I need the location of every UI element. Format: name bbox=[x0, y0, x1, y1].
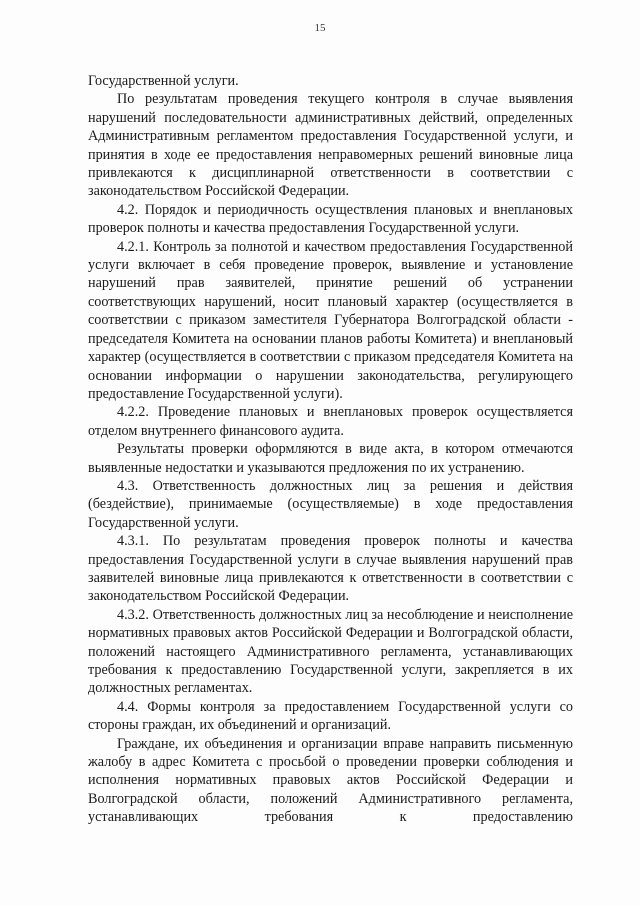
paragraph-section-4-2-2: 4.2.2. Проведение плановых и внеплановых проверок осуществляется отделом внутреннего финансового аудита. bbox=[88, 404, 573, 439]
document-body bbox=[88, 72, 573, 827]
paragraph-section-4-4: 4.4. Формы контроля за предоставлением Государственной услуги со стороны граждан, их объединений и организаций. bbox=[88, 698, 573, 734]
paragraph-current-control-results: По результатам проведения текущего контроля в случае выявления нарушений последовательности административных действий, определенных Административным регламентом предоставления Государственной услуги, и принятия в ходе ее предоставления неправомерных решений виновные лица привлекаются к дисциплинарной ответственности в соответствии с законодательством Российской Федерации. bbox=[88, 91, 573, 200]
paragraph-inspection-results: Результаты проверки оформляются в виде акта, в котором отмечаются выявленные недостатки и указываются предложения по их устранению. bbox=[88, 441, 573, 476]
paragraph-continuation: Государственной услуги. bbox=[88, 73, 239, 89]
page-number: 15 bbox=[314, 22, 326, 34]
paragraph-section-4-3: 4.3. Ответственность должностных лиц за решения и действия (бездействие), принимаемые (осуществляемые) в ходе предоставления Государственной услуги. bbox=[88, 477, 573, 531]
paragraph-section-4-2-1: 4.2.1. Контроль за полнотой и качеством предоставления Государственной услуги включает в себя проведение проверок, выявление и установление нарушений прав заявителей, принятие решений об устранении соответствующих нарушений, носит плановый характер (осуществляется в соответствии с приказом заместителя Губернатора Волгоградской области - председателя Комитета на основании планов работы Комитета) и внеплановый характер (осуществляется в соответствии с приказом председателя Комитета на основании информации о нарушении законодательства, регулирующего предоставление Государственной услуги). bbox=[88, 238, 573, 402]
paragraph-section-4-3-1: 4.3.1. По результатам проведения проверок полноты и качества предоставления Государственной услуги в случае выявления нарушений прав заявителей виновные лица привлекаются к ответственности в соответствии с законодательством Российской Федерации. bbox=[88, 533, 573, 605]
paragraph-citizens-complaints: Граждане, их объединения и организации вправе направить письменную жалобу в адрес Комитета с просьбой о проведении проверки соблюдения и исполнения нормативных правовых актов Российской Федерации и Волгоградской области, положений Административного регламента, устанавливающих требования к предоставлению bbox=[88, 735, 573, 826]
paragraph-section-4-2: 4.2. Порядок и периодичность осуществления плановых и внеплановых проверок полноты и качества предоставления Государственной услуги. bbox=[88, 201, 573, 237]
paragraph-section-4-3-2: 4.3.2. Ответственность должностных лиц за несоблюдение и неисполнение нормативных правовых актов Российской Федерации и Волгоградской области, положений настоящего Административного регламента, устанавливающих требования к предоставлению Государственной услуги, закрепляется в их должностных регламентах. bbox=[88, 606, 573, 697]
